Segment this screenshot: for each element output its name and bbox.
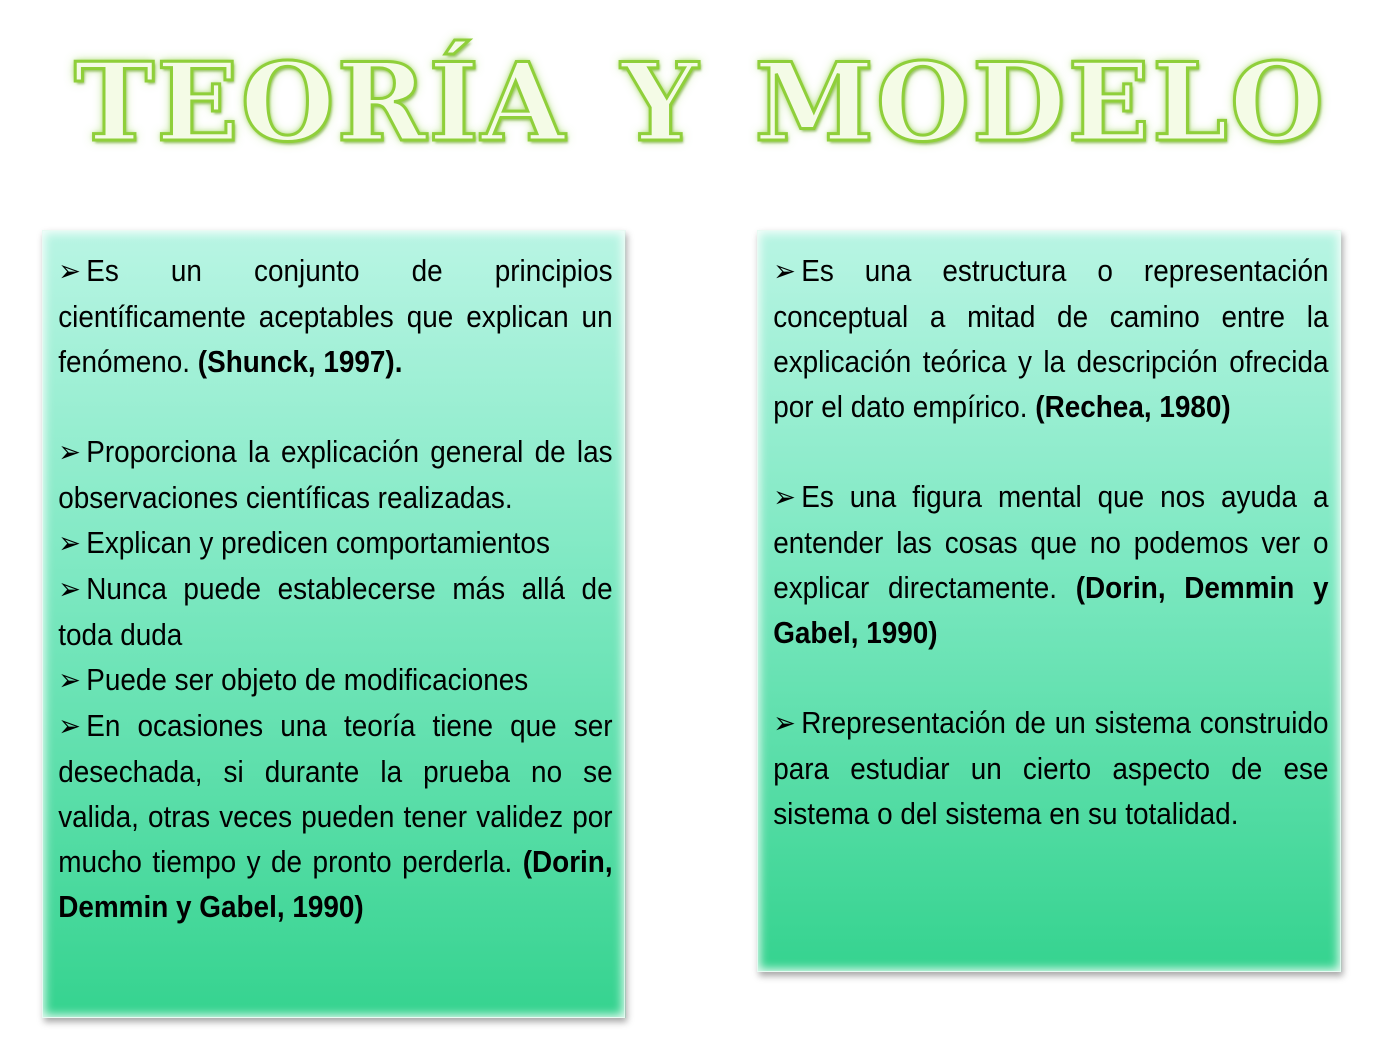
teoria-item-3-text: Explican y predicen comportamientos: [86, 525, 550, 560]
modelo-item-1-cite: (Rechea, 1980): [1035, 389, 1231, 424]
arrow-bullet-icon: ➢: [58, 526, 81, 561]
spacer: [58, 384, 612, 429]
slide-title: [60, 38, 1340, 168]
modelo-item-1-text: Es una estructura o representación conceptual a mitad de camino entre la explicación teórica y la descripción ofrecida por el dato empírico.: [773, 253, 1329, 424]
title-word-teoria: TEORÍA: [74, 40, 567, 166]
arrow-bullet-icon: ➢: [58, 663, 81, 698]
teoria-item-3: [58, 520, 612, 566]
title-word-modelo: MODELO: [754, 40, 1326, 166]
arrow-bullet-icon: ➢: [58, 254, 81, 289]
modelo-item-2: [773, 474, 1328, 655]
arrow-bullet-icon: ➢: [58, 572, 81, 607]
arrow-bullet-icon: ➢: [773, 254, 796, 289]
arrow-bullet-icon: ➢: [58, 435, 81, 470]
spacer: [773, 429, 1328, 474]
modelo-item-3: [773, 700, 1328, 836]
teoria-item-4: [58, 566, 612, 657]
teoria-item-1: [58, 248, 612, 384]
modelo-item-1: [773, 248, 1328, 429]
modelo-item-3-text: Rrepresentación de un sistema construido para estudiar un cierto aspecto de ese sistema o del sistema en su totalidad.: [773, 705, 1329, 831]
teoria-item-6-text: En ocasiones una teoría tiene que ser desechada, si durante la prueba no se valida, otras veces pueden tener validez por mucho tiempo y de pronto perderla.: [58, 708, 613, 879]
title-word-y: Y: [621, 40, 701, 166]
teoria-item-1-cite: (Shunck, 1997).: [197, 344, 403, 379]
teoria-item-2: [58, 429, 612, 520]
teoria-item-5: [58, 657, 612, 703]
arrow-bullet-icon: ➢: [773, 480, 796, 515]
teoria-item-6: [58, 703, 612, 929]
teoria-box: [42, 230, 625, 1018]
teoria-item-5-text: Puede ser objeto de modificaciones: [86, 662, 529, 697]
arrow-bullet-icon: ➢: [58, 709, 81, 744]
arrow-bullet-icon: ➢: [773, 706, 796, 741]
modelo-item-2-cite: (Dorin, Demmin y Gabel, 1990): [773, 570, 1329, 650]
teoria-item-1-text: Es un conjunto de principios científicamente aceptables que explican un fenómeno.: [58, 253, 613, 379]
teoria-item-6-cite: (Dorin, Demmin y Gabel, 1990): [58, 844, 613, 924]
spacer: [773, 655, 1328, 700]
teoria-item-4-text: Nunca puede establecerse más allá de toda duda: [58, 571, 613, 652]
teoria-item-2-text: Proporciona la explicación general de las observaciones científicas realizadas.: [58, 434, 613, 515]
modelo-item-2-text: Es una figura mental que nos ayuda a entender las cosas que no podemos ver o explicar directamente.: [773, 479, 1329, 605]
modelo-box: [757, 230, 1341, 972]
